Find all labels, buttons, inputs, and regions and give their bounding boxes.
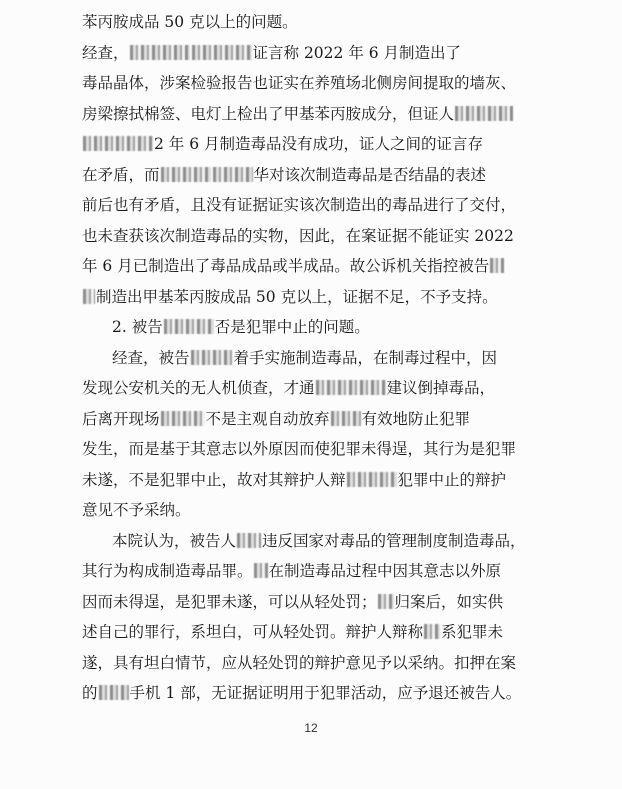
text-segment: 在制造毒品过程中因其意志以外原 [268, 562, 502, 580]
text-line [82, 7, 552, 37]
text-segment: 其行为构成制造毒品罪。 [82, 562, 253, 580]
text-line [82, 129, 552, 159]
text-segment: 苯丙胺成品 50 克以上的问题。 [82, 13, 298, 31]
text-line [82, 678, 552, 708]
text-segment: 发现公安机关的无人机侦查，才通 [82, 379, 315, 397]
text-line [112, 312, 552, 342]
text-segment: 的 [82, 684, 98, 702]
text-segment: 经查， [82, 43, 129, 62]
text-line [82, 648, 552, 678]
text-line [82, 221, 552, 251]
text-line [82, 495, 552, 525]
redaction-mosaic [316, 380, 386, 395]
redaction-mosaic [191, 350, 233, 365]
text-segment: 华对该次制造毒品是否结晶的表述 [253, 165, 487, 184]
redaction-mosaic [161, 167, 211, 182]
redaction-mosaic [83, 289, 95, 304]
text-segment: 在矛盾，而 [82, 165, 160, 184]
text-segment: 着手实施制造毒品，在制毒过程中，因 [233, 348, 498, 367]
text-segment: 遂，具有坦白情节，应从轻处罚的辩护意见予以采纳。扣押在案 [82, 653, 517, 672]
redaction-mosaic [83, 136, 153, 151]
text-segment: 意见不予采纳。 [82, 501, 191, 519]
redaction-mosaic [347, 472, 397, 487]
text-segment: 不是主观自动放弃 [205, 409, 330, 428]
redaction-mosaic [254, 563, 268, 578]
text-line [82, 587, 552, 617]
text-segment: 2. 被告 [112, 318, 163, 336]
page-number: 12 [304, 721, 318, 735]
text-segment: 经查，被告 [112, 348, 190, 367]
text-line [82, 190, 552, 220]
redaction-mosaic [164, 319, 214, 334]
text-line [112, 526, 552, 556]
text-line [82, 160, 552, 190]
redaction-mosaic [161, 411, 205, 426]
text-segment: 也未查获该次制造毒品的实物，因此，在案证据不能证实 2022 [82, 226, 514, 245]
redaction-mosaic [378, 594, 394, 609]
text-line [82, 282, 552, 312]
text-segment: 未遂，不是犯罪中止，故对其辩护人辩 [82, 470, 346, 489]
text-segment: 毒品晶体，涉案检验报告也证实在养殖场北侧房间提取的墙灰、 [82, 74, 517, 92]
text-segment: 手机 1 部，无证据证明用于犯罪活动，应予退还被告人。 [129, 684, 522, 702]
redaction-mosaic [331, 411, 361, 426]
text-segment: 犯罪中止的辩护 [397, 470, 507, 489]
redaction-mosaic [424, 624, 440, 639]
text-line [82, 373, 552, 403]
redaction-mosaic [192, 45, 252, 60]
text-segment: 否是犯罪中止的问题。 [214, 318, 370, 336]
text-segment: 系犯罪未 [441, 623, 504, 641]
text-line [82, 404, 552, 434]
text-segment: 后离开现场 [82, 409, 160, 428]
text-segment: 2 年 6 月制造毒品没有成功，证人之间的证言存 [154, 135, 484, 153]
redaction-mosaic [213, 167, 253, 182]
text-segment: 房梁擦拭棉签、电灯上检出了甲基苯丙胺成分，但证人 [82, 104, 455, 123]
redaction-mosaic [99, 685, 129, 700]
text-segment: 因而未得逞，是犯罪未遂，可以从轻处罚； [82, 592, 377, 611]
text-line [82, 434, 552, 464]
text-segment: 前后也有矛盾，且没有证据证实该次制造出的毒品进行了交付， [82, 196, 517, 214]
text-segment: 发生，而是基于其意志以外原因而使犯罪未得逞，其行为是犯罪 [82, 440, 517, 458]
text-segment: 归案后，如实供 [394, 592, 504, 611]
text-segment: 建议倒掉毒品， [386, 379, 496, 397]
text-segment: 违反国家对毒品的管理制度制造毒品， [262, 531, 526, 550]
text-segment: 年 6 月已制造出了毒品成品或半成品。故公诉机关指控被告 [82, 257, 490, 275]
text-line [82, 38, 552, 68]
text-segment: 本院认为，被告人 [112, 531, 237, 550]
text-line [82, 556, 552, 586]
text-segment: 有效地防止犯罪 [361, 409, 471, 428]
text-segment: 证言称 2022 年 6 月制造出了 [252, 43, 462, 62]
redaction-mosaic [490, 258, 504, 273]
redaction-mosaic [237, 533, 261, 548]
text-line [82, 465, 552, 495]
redaction-mosaic [130, 45, 190, 60]
text-line [112, 343, 552, 373]
text-line [82, 251, 552, 281]
redaction-mosaic [455, 106, 513, 121]
text-line [82, 617, 552, 647]
text-line [82, 99, 552, 129]
text-segment: 制造出甲基苯丙胺成品 50 克以上，证据不足，不予支持。 [96, 287, 498, 306]
text-segment: 述自己的罪行，系坦白，可从轻处罚。辩护人辩称 [82, 623, 424, 641]
text-line [82, 68, 552, 98]
